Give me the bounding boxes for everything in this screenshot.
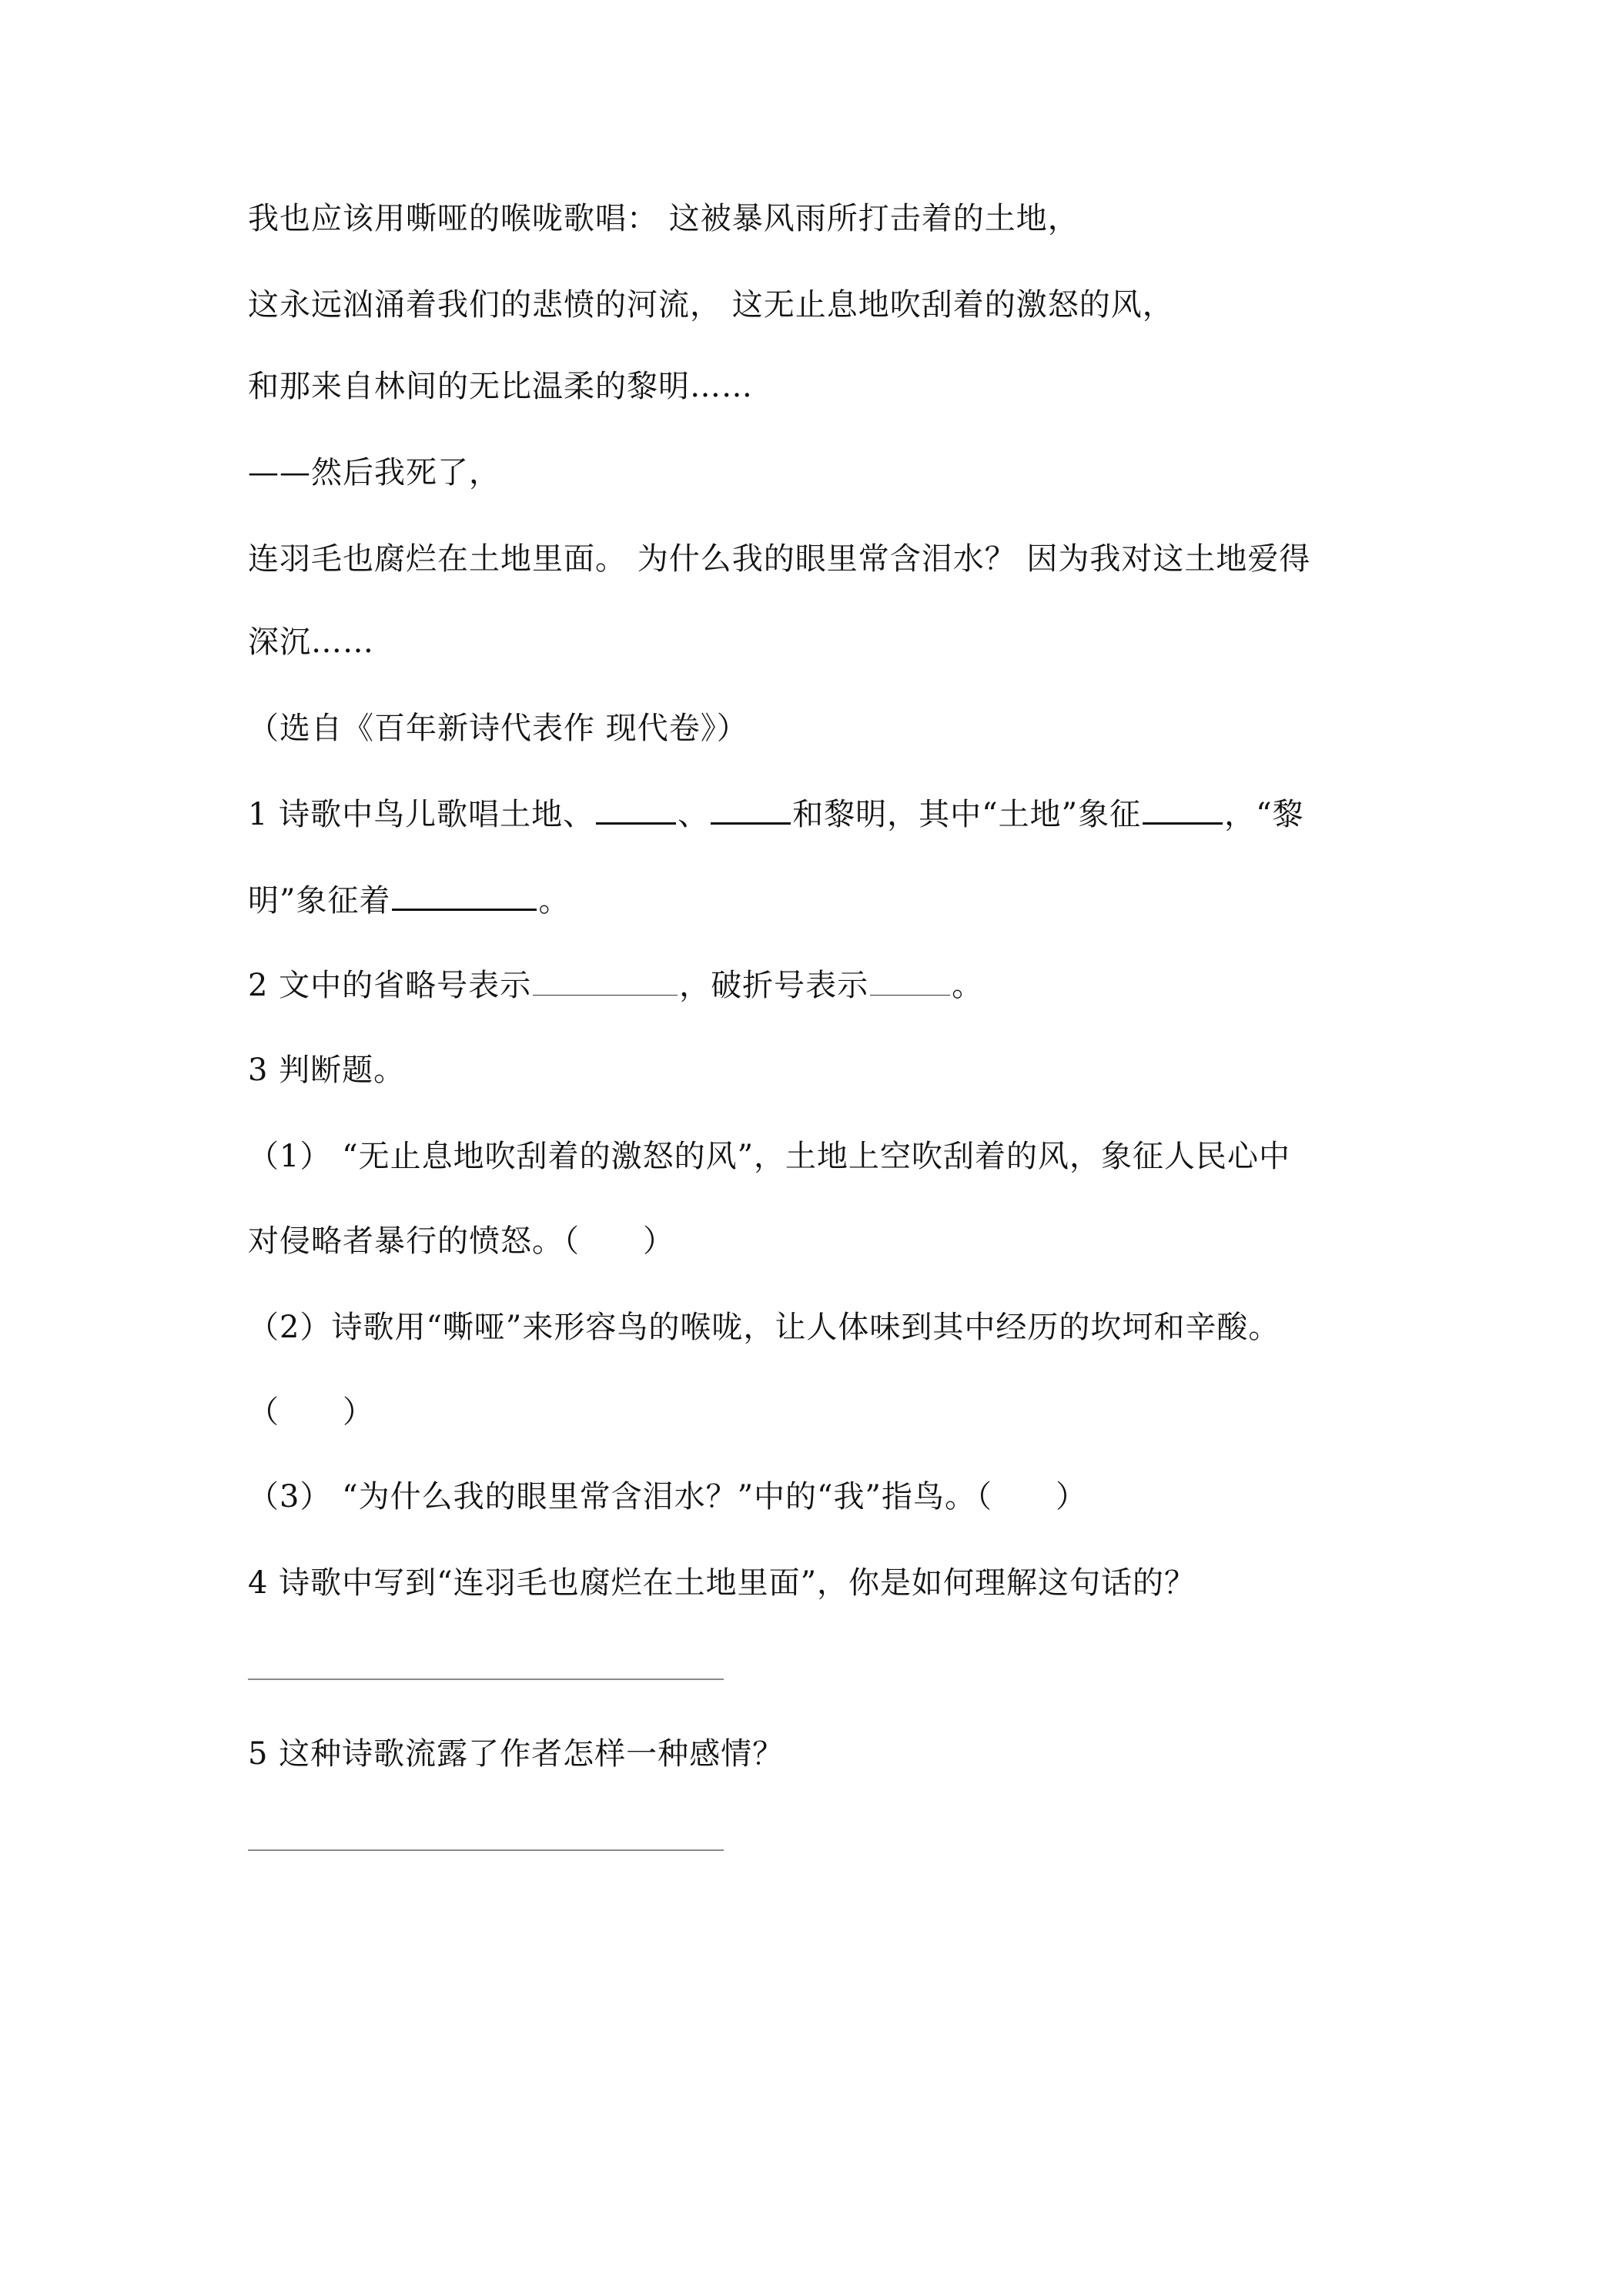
poem-line-4: ——然后我死了， bbox=[248, 455, 500, 490]
question-4: 4 诗歌中写到“连羽毛也腐烂在土地里面”，你是如何理解这句话的？ bbox=[248, 1565, 1196, 1601]
poem-source: （选自《百年新诗代表作 现代卷》） bbox=[248, 711, 748, 746]
q1-blank-3[interactable] bbox=[1143, 793, 1223, 825]
poem-line-2: 这永远汹涌着我们的悲愤的河流， 这无止息地吹刮着的激怒的风， bbox=[248, 287, 1174, 323]
question-3-item-2-line-1: （2）诗歌用“嘶哑”来形容鸟的喉咙，让人体味到其中经历的坎坷和辛酸。 bbox=[248, 1310, 1280, 1345]
q1-blank-2[interactable] bbox=[711, 793, 791, 825]
q1-text-d: ，“黎 bbox=[1224, 797, 1304, 832]
question-3-item-2-line-2: （ ） bbox=[248, 1394, 374, 1430]
q1-text-a: 1 诗歌中鸟儿歌唱土地、 bbox=[248, 797, 595, 832]
question-1-line-1 bbox=[248, 793, 1304, 835]
question-3-item-1-line-1: （1） “无止息地吹刮着的激怒的风”，土地上空吹刮着的风，象征人民心中 bbox=[248, 1139, 1291, 1174]
poem-line-5: 连羽毛也腐烂在土地里面。 为什么我的眼里常含泪水？ 因为我对这土地爱得 bbox=[248, 541, 1311, 577]
q4-answer-line[interactable] bbox=[248, 1678, 724, 1680]
question-3-title: 3 判断题。 bbox=[248, 1053, 406, 1088]
poem-line-6: 深沉…… bbox=[248, 624, 374, 660]
q2-text-a: 2 文中的省略号表示 bbox=[248, 968, 532, 1003]
question-2 bbox=[248, 966, 983, 1006]
question-5: 5 这种诗歌流露了作者怎样一种感情？ bbox=[248, 1736, 785, 1772]
question-3-item-1-line-2: 对侵略者暴行的愤怒。（ ） bbox=[248, 1223, 674, 1259]
q2-blank-2[interactable] bbox=[870, 966, 950, 996]
q5-answer-line[interactable] bbox=[248, 1849, 724, 1851]
question-3-item-3: （3） “为什么我的眼里常含泪水？”中的“我”指鸟。（ ） bbox=[248, 1479, 1087, 1514]
q1-blank-1[interactable] bbox=[596, 793, 676, 825]
q1-text-f: 。 bbox=[538, 883, 571, 919]
question-1-line-2 bbox=[248, 879, 570, 921]
poem-line-1: 我也应该用嘶哑的喉咙歌唱： 这被暴风雨所打击着的土地， bbox=[248, 201, 1079, 236]
q2-text-b: ，破折号表示 bbox=[679, 968, 869, 1003]
q1-text-e: 明”象征着 bbox=[248, 883, 391, 919]
q1-blank-4[interactable] bbox=[392, 879, 537, 911]
q2-text-c: 。 bbox=[952, 968, 984, 1003]
poem-line-3: 和那来自林间的无比温柔的黎明…… bbox=[248, 369, 753, 404]
q1-text-c: 和黎明，其中“土地”象征 bbox=[792, 797, 1142, 832]
q1-text-b: 、 bbox=[678, 797, 710, 832]
q2-blank-1[interactable] bbox=[533, 966, 678, 996]
